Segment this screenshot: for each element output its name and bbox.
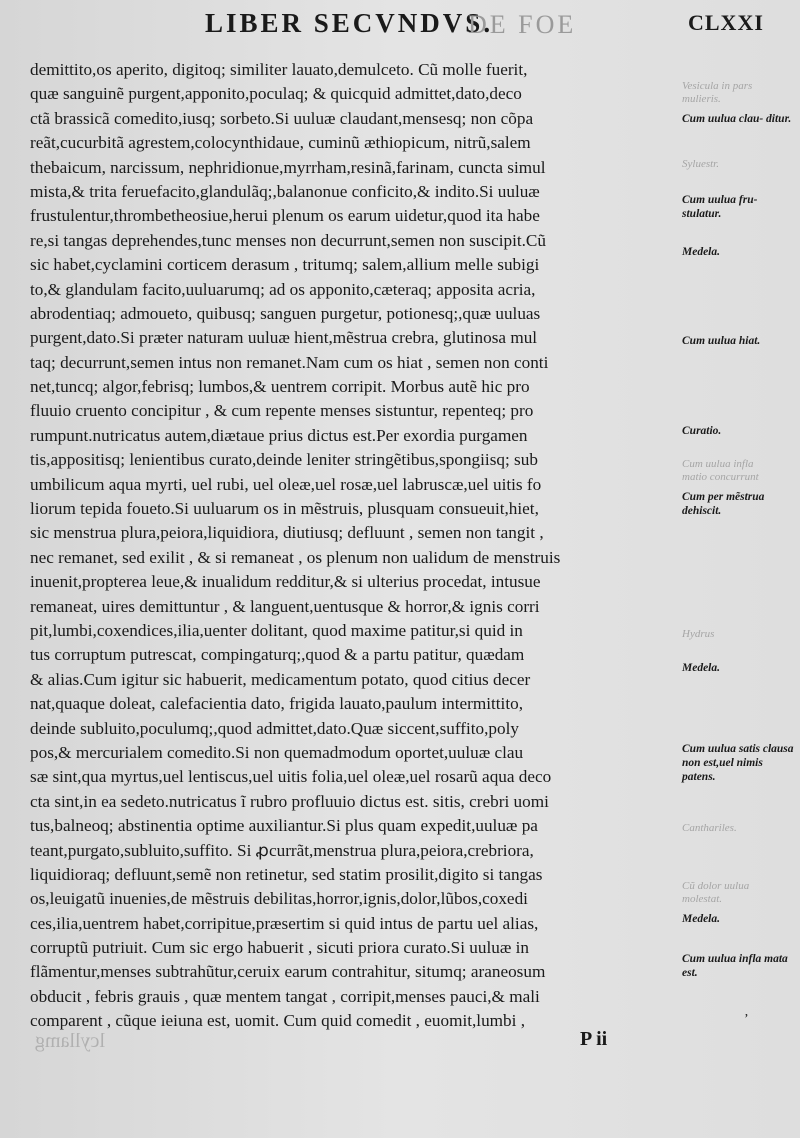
- margin-tick: ’: [744, 1012, 749, 1027]
- margin-note: Medela.: [682, 913, 721, 925]
- bleed-through-note: mulieris.: [682, 93, 721, 105]
- running-title: LIBER SECVNDVS.: [205, 8, 494, 38]
- text-line: inuenit,propterea leue,& inualidum redditur,& si ulterius procedat, intusue: [30, 572, 541, 592]
- text-line: nec remanet, sed exilit , & si remaneat , os plenum non ualidum de menstruis: [30, 547, 561, 567]
- margin-notes: [682, 0, 798, 1138]
- margin-note: Cum uulua infla mata est.: [682, 953, 788, 979]
- text-line: quæ sanguinẽ purgent,apponito,poculaq; & quicquid admittet,dato,deco: [30, 84, 522, 104]
- margin-note: Cum per mẽstrua dehiscit.: [682, 491, 765, 517]
- text-line: net,tuncq; algor,febrisq; lumbos,& uentrem corripit. Morbus autẽ hic pro: [30, 377, 530, 397]
- bleed-through-note: Cum uulua infla: [682, 458, 754, 470]
- text-line: thebaicum, narcissum, nephridionue,myrrham,resinã,farinam, cuncta simul: [30, 157, 546, 177]
- bleed-through-note: Vesicula in pars: [682, 80, 753, 92]
- text-line: tis,appositisq; lenientibus curato,deinde leniter stringẽtibus,spongiisq; sub: [30, 450, 538, 470]
- text-line: liquidioraq; defluunt,semẽ non retinetur, sed statim prosilit,digito si tangas: [30, 864, 543, 884]
- text-line: fluuio cruento concipitur , & cum repente menses sistuntur, repenteq; pro: [30, 401, 534, 421]
- folio-number: CLXXI: [688, 10, 764, 35]
- text-line: pos,& mercurialem comedito.Si non quemadmodum oportet,uuluæ clau: [30, 742, 524, 762]
- bleed-through-note: Cũ dolor uulua: [682, 880, 750, 892]
- text-line: nat,quaque doleat, calefacientia dato, frigida lauato,paulum intermittito,: [30, 694, 523, 714]
- text-line: abrodentiaq; admoueto, quibusq; sanguen purgetur, potionesq;,quæ uuluas: [30, 303, 541, 323]
- margin-note: Medela.: [682, 662, 721, 674]
- text-line: obducit , febris grauis , quæ mentem tangat , corripit,menses pauci,& mali: [30, 986, 540, 1006]
- text-line: remaneat, uires demittuntur , & languent,uentusque & horror,& ignis corri: [30, 596, 540, 616]
- signature-mark: P ii: [580, 1028, 608, 1050]
- margin-note: Cum uulua clau- ditur.: [682, 113, 792, 125]
- text-line: re,si tangas deprehendes,tunc menses non decurrunt,semen non suscipit.Cũ: [30, 230, 546, 250]
- bleed-through-note: Canthariles.: [682, 822, 737, 834]
- text-line: taq; decurrunt,semen intus non remanet.Nam cum os hiat , semen non conti: [30, 352, 549, 372]
- bleed-through-catchword: lcyllamg: [35, 1030, 105, 1052]
- text-line: teant,purgato,subluito,suffito. Si ꝓcurrãt,menstrua plura,peiora,crebriora,: [30, 840, 534, 860]
- text-line: to,& glandulam facito,uuluarumq; ad os apponito,cæteraq; apposita acria,: [30, 279, 536, 299]
- main-text-block: [30, 58, 678, 1034]
- bleed-through-note: matio concurrunt: [682, 471, 759, 483]
- bleed-through-title: DE FOE: [468, 10, 577, 39]
- bleed-through-note: molestat.: [682, 893, 723, 905]
- text-line: flãmentur,menses subtrahũtur,ceruix earum contrahitur, situmq; araneosum: [30, 962, 546, 982]
- text-line: liorum tepida foueto.Si uuluarum os in mẽstruis, plusquam consueuit,hiet,: [30, 499, 539, 519]
- text-line: deinde subluito,poculumq;,quod admittet,dato.Quæ siccent,suffito,poly: [30, 718, 519, 738]
- text-line: os,leuigatũ inuenies,de mẽstruis debilitas,horror,ignis,dolor,lũbos,coxedi: [30, 889, 528, 909]
- text-line: comparent , cũque ieiuna est, uomit. Cum quid comedit , euomit,lumbi ,: [30, 1011, 526, 1031]
- text-line: sic habet,cyclamini corticem derasum , tritumq; salem,allium melle subigi: [30, 255, 540, 275]
- text-line: sic menstrua plura,peiora,liquidiora, diutiusq; defluunt , semen non tangit ,: [30, 523, 544, 543]
- text-line: ctã brassicã comedito,iusq; sorbeto.Si uuluæ claudant,mensesq; non cõpa: [30, 108, 534, 128]
- text-line: tus corruptum putrescat, compingaturq;,quod & a partu patitur, quædam: [30, 645, 525, 665]
- text-line: rumpunt.nutricatus autem,diætaue prius dictus est.Per exordia purgamen: [30, 425, 528, 445]
- margin-note: Medela.: [682, 246, 721, 258]
- margin-note: Curatio.: [682, 425, 722, 437]
- bleed-through-note: Syluestr.: [682, 158, 719, 170]
- margin-note: Cum uulua satis clausa non est,uel nimis patens.: [682, 743, 794, 783]
- text-line: demittito,os aperito, digitoq; similiter lauato,demulceto. Cũ molle fuerit,: [30, 60, 528, 79]
- margin-note: Cum uulua hiat.: [682, 335, 761, 347]
- text-line: & alias.Cum igitur sic habuerit, medicamentum potato, quod citius decer: [30, 669, 531, 689]
- text-line: umbilicum aqua myrti, uel rubi, uel oleæ,uel rosæ,uel labruscæ,uel uitis fo: [30, 474, 542, 494]
- bleed-through-note: Hydrus: [682, 628, 715, 640]
- text-line: cta sint,in ea sedeto.nutricatus ĩ rubro profluuio dictus est. sitis, crebri uomi: [30, 791, 549, 811]
- text-line: ces,ilia,uentrem habet,corripitue,præsertim si quid intus de partu uel alias,: [30, 913, 539, 933]
- text-line: frustulentur,thrombetheosiue,herui plenum os earum uidetur,quod ita habe: [30, 206, 540, 226]
- text-line: corruptũ putriuit. Cum sic ergo habuerit , sicuti priora curato.Si uuluæ in: [30, 938, 529, 958]
- text-line: sæ sint,qua myrtus,uel lentiscus,uel uitis folia,uel oleæ,uel rosarũ aqua deco: [30, 767, 552, 787]
- text-line: purgent,dato.Si præter naturam uuluæ hient,mẽstrua crebra, glutinosa mul: [30, 328, 538, 348]
- text-line: tus,balneoq; abstinentia optime auxiliantur.Si plus quam expedit,uuluæ pa: [30, 816, 538, 836]
- text-line: mista,& trita feruefacito,glandulãq;,balanonue conficito,& indito.Si uuluæ: [30, 181, 540, 201]
- page-header: [0, 8, 800, 48]
- text-line: reãt,cucurbitã agrestem,colocynthidaue, cuminũ æthiopicum, nitrũ,salem: [30, 133, 531, 153]
- text-line: pit,lumbi,coxendices,ilia,uenter dolitant, quod maxime patitur,si quid in: [30, 620, 523, 640]
- margin-note: Cum uulua fru- stulatur.: [682, 194, 758, 220]
